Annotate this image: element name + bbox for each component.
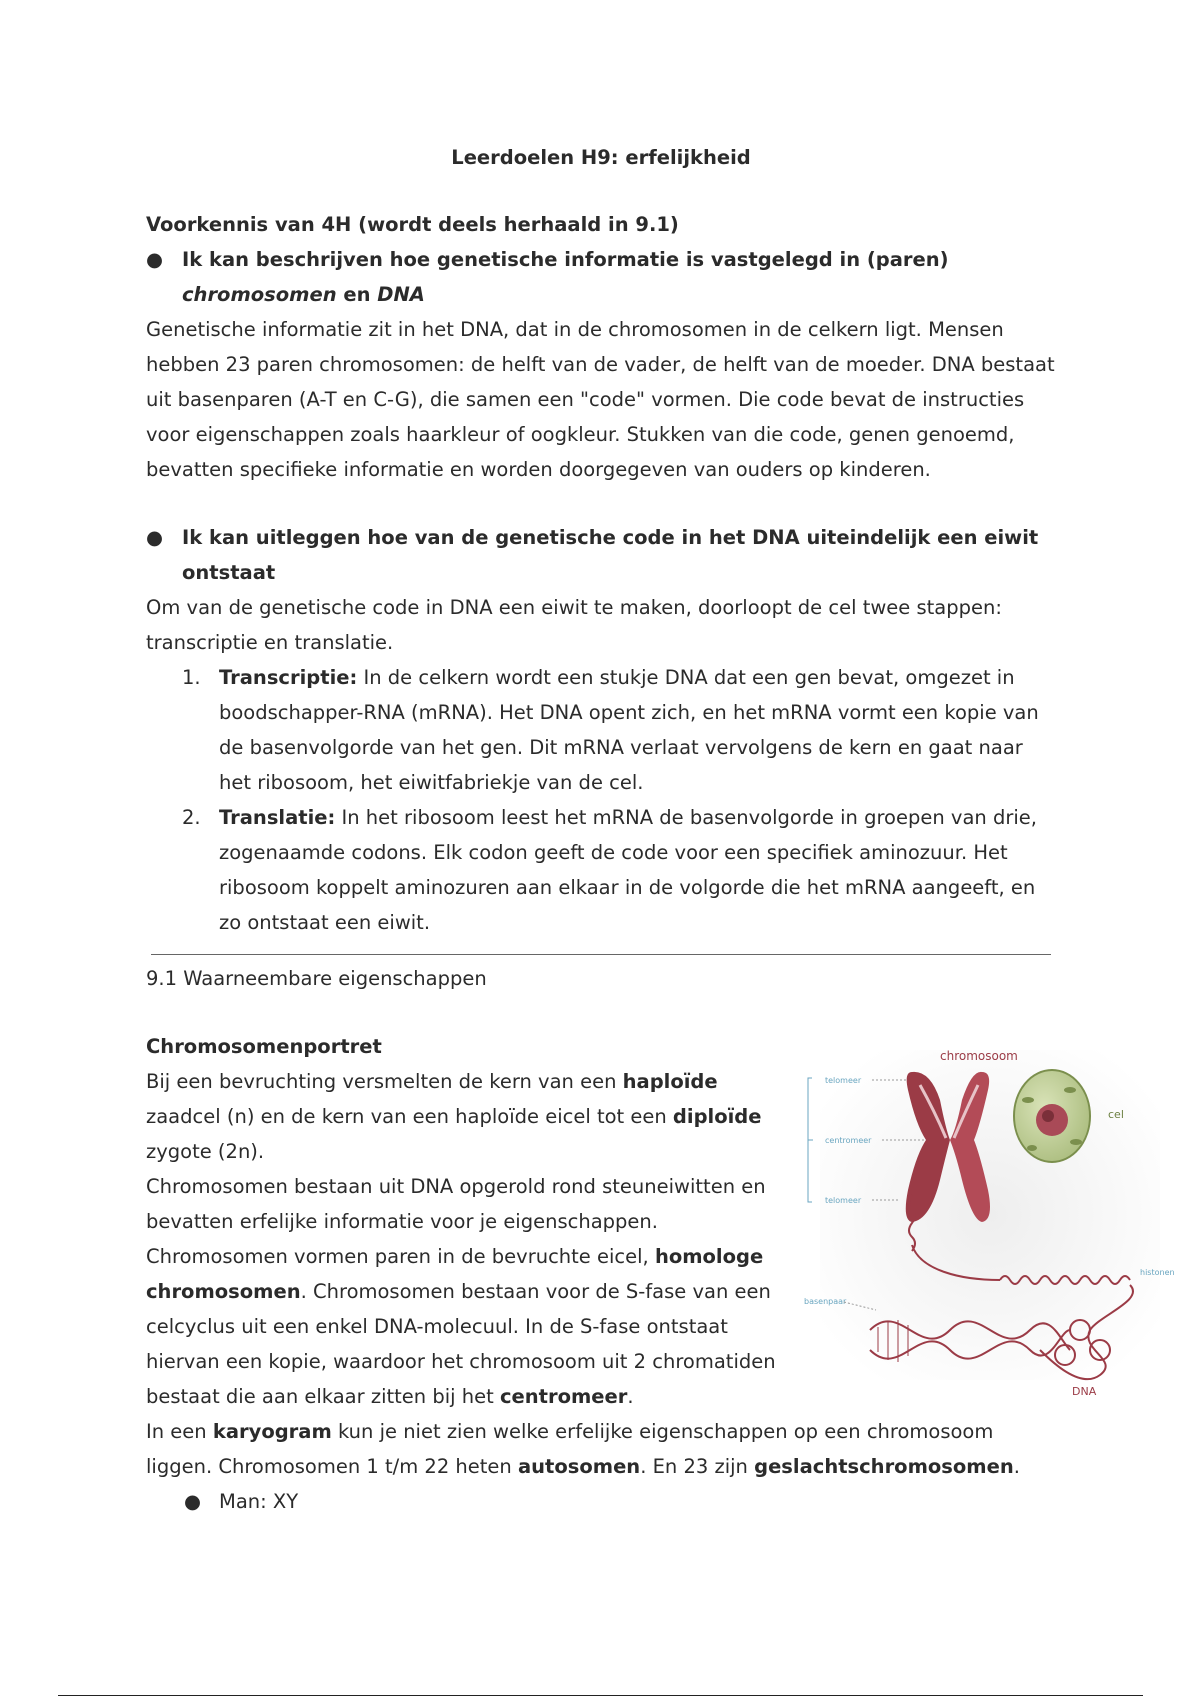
bullet-dot-icon: ● (146, 526, 164, 549)
label-cel: cel (1108, 1108, 1124, 1121)
bullet-dot-icon: ● (146, 248, 164, 271)
paragraph-protein-synthesis: Om van de genetische code in DNA een eiwit te maken, doorloopt de cel twee stappen: transcriptie en translatie. (146, 596, 1002, 654)
list-item: 1. Transcriptie: In de celkern wordt een stukje DNA dat een gen bevat, omgezet in boodschapper-RNA (mRNA). Het DNA opent zich, en het mRNA vormt een kopie van de basenvolgorde van het gen. Dit mRNA verlaat vervolgens de kern en gaat naar het ribosoom, het eiwitfabriekje van de cel. (182, 666, 1039, 794)
list-item: 2. Translatie: In het ribosoom leest het mRNA de basenvolgorde in groepen van drie, zogenaamde codons. Elk codon geeft de code voor een specifiek aminozuur. Het ribosoom koppelt aminozuren aan elkaar in de volgorde die het mRNA aangeeft, en zo ontstaat een eiwit. (182, 806, 1037, 934)
label-chromosoom: chromosoom (940, 1049, 1018, 1063)
chromosome-diagram (800, 1030, 1180, 1410)
sub-heading: Chromosomenportret (146, 1035, 382, 1058)
label-basenpaar: basenpaar (804, 1297, 847, 1306)
paragraph-fertilization: Bij een bevruchting versmelten de kern van een haploïde zaadcel (n) en de kern van een haploïde eicel tot een diploïde zygote (2n). (146, 1070, 762, 1163)
page-bottom-divider (58, 1695, 1143, 1696)
steps-list (146, 660, 1056, 940)
section-title: 9.1 Waarneembare eigenschappen (146, 967, 487, 990)
label-dna: DNA (1072, 1385, 1097, 1398)
paragraph-homologous: Chromosomen vormen paren in de bevruchte eicel, homologe chromosomen. Chromosomen bestaan voor de S-fase van een celcyclus uit een enkel DNA-molecuul. In de S-fase ontstaat hiervan een kopie, waardoor het chromosoom uit 2 chromatiden bestaat die aan elkaar zitten bij het centromeer. (146, 1245, 776, 1408)
learning-goal-2: ● Ik kan uitleggen hoe van de genetische code in het DNA uiteindelijk een eiwit ontstaat (146, 520, 1056, 590)
bullet-dot-icon: ● (184, 1490, 202, 1513)
section-divider (151, 954, 1051, 955)
learning-goal-1: ● Ik kan beschrijven hoe genetische informatie is vastgelegd in (paren) chromosomen en DNA (146, 242, 1056, 312)
cell-icon (1014, 1070, 1090, 1162)
paragraph-chromosome-structure: Chromosomen bestaan uit DNA opgerold rond steuneiwitten en bevatten erfelijke informatie voor je eigenschappen. (146, 1175, 766, 1233)
page-title: Leerdoelen H9: erfelijkheid (451, 146, 751, 169)
paragraph-genetic-info: Genetische informatie zit in het DNA, dat in de chromosomen in de celkern ligt. Mensen hebben 23 paren chromosomen: de helft van de vader, de helft van de moeder. DNA bestaat uit basenparen (A-T en C-G), die samen een "code" vormen. Die code bevat de instructies voor eigenschappen zoals haarkleur of oogkleur. Stukken van die code, genen genoemd, bevatten specifieke informatie en worden doorgegeven van ouders op kinderen. (146, 318, 1055, 481)
chromosome-text-column (146, 1029, 786, 1414)
label-telomeer-bottom: telomeer (825, 1196, 862, 1205)
prior-knowledge-heading: Voorkennis van 4H (wordt deels herhaald in 9.1) (146, 213, 679, 236)
label-histonen: histonen (1140, 1268, 1175, 1277)
label-centromeer: centromeer (825, 1136, 872, 1145)
list-item: ● Man: XY (146, 1484, 1056, 1519)
chromosome-illustration (800, 1030, 1180, 1410)
paragraph-karyogram: In een karyogram kun je niet zien welke erfelijke eigenschappen op een chromosoom liggen. Chromosomen 1 t/m 22 heten autosomen. En 23 zijn geslachtschromosomen. (146, 1420, 1020, 1478)
label-telomeer-top: telomeer (825, 1076, 862, 1085)
